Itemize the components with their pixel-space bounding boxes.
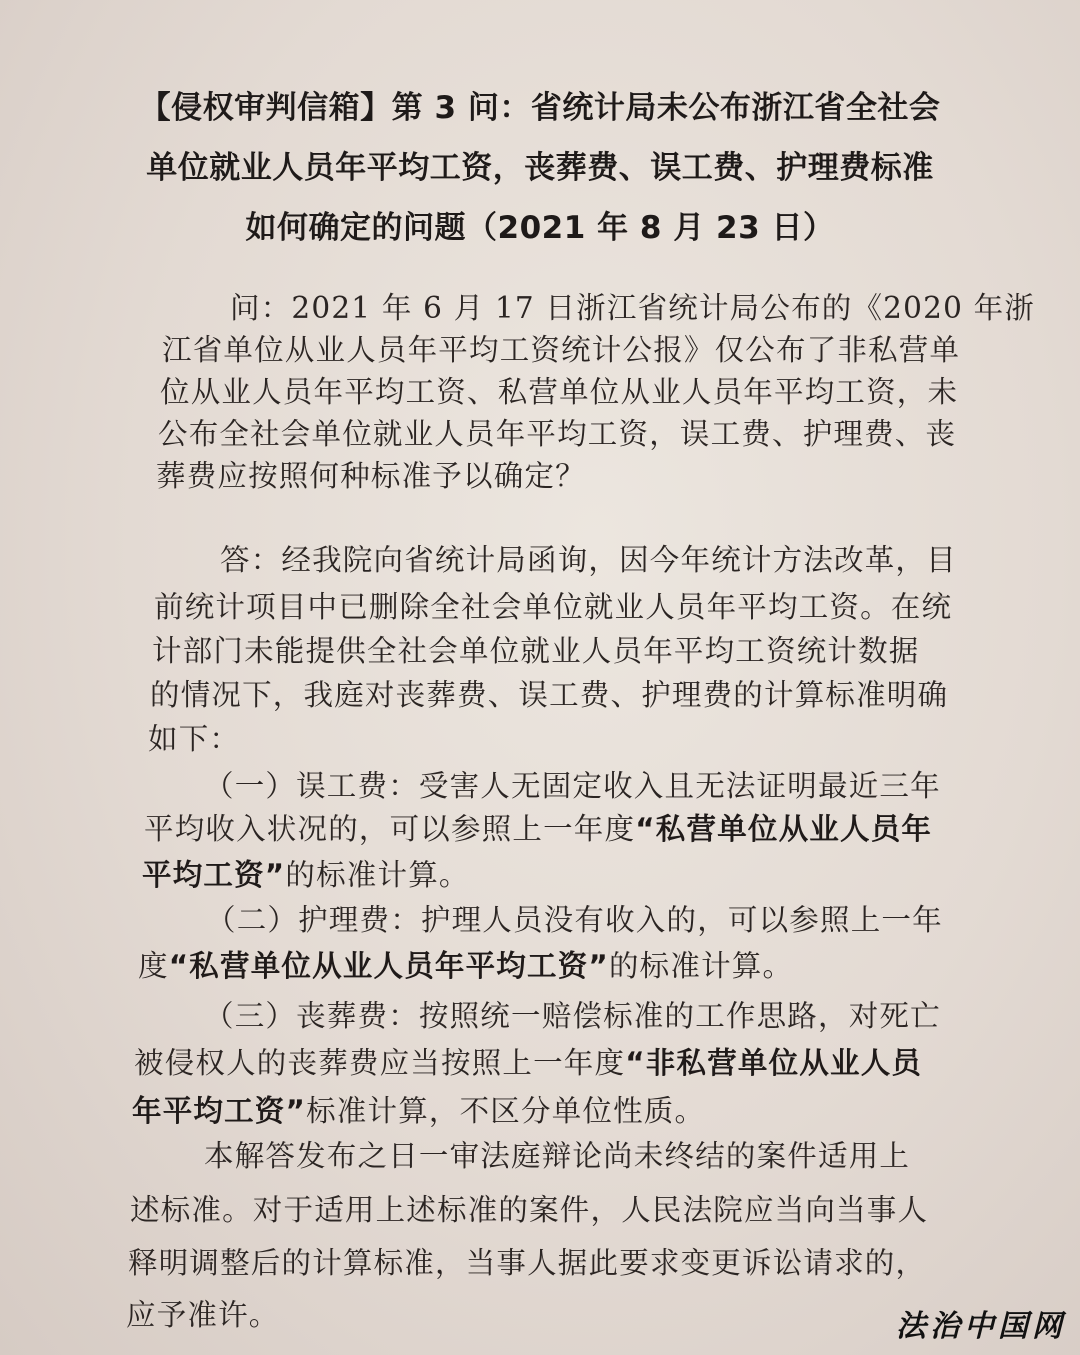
answer-line-3: 计部门未能提供全社会单位就业人员年平均工资统计数据 xyxy=(152,634,920,668)
watermark-logo: 法治中国网 xyxy=(896,1309,1066,1344)
item-1-emphasis: “私营单位从业人员年 xyxy=(635,812,933,846)
question-line-2: 江省单位从业人员年平均工资统计公报》仅公布了非私营单 xyxy=(162,333,961,367)
item-1-line-3 xyxy=(142,852,470,894)
item-3-emphasis-end: 年平均工资” xyxy=(132,1094,307,1128)
item-1-line-2 xyxy=(144,806,932,848)
closing-line-2: 述标准。对于适用上述标准的案件，人民法院应当向当事人 xyxy=(130,1193,929,1227)
answer-line-4: 的情况下，我庭对丧葬费、误工费、护理费的计算标准明确 xyxy=(150,678,949,712)
item-3-line-1: （三）丧葬费：按照统一赔偿标准的工作思路，对死亡 xyxy=(204,999,941,1033)
item-3-line-2 xyxy=(134,1040,922,1082)
item-2-text-end: 的标准计算。 xyxy=(608,949,794,983)
answer-line-5: 如下： xyxy=(148,722,241,756)
item-2-emphasis: “私营单位从业人员年平均工资” xyxy=(168,949,609,983)
document-title-line-2: 单位就业人员年平均工资，丧葬费、误工费、护理费标准 xyxy=(146,150,934,186)
question-line-1: 问：2021 年 6 月 17 日浙江省统计局公布的《2020 年浙 xyxy=(230,291,1036,325)
closing-line-4: 应予准许。 xyxy=(126,1298,280,1332)
closing-line-3: 释明调整后的计算标准，当事人据此要求变更诉讼请求的， xyxy=(128,1246,927,1280)
document-title-line-1: 【侵权审判信箱】第 3 问：省统计局未公布浙江省全社会 xyxy=(139,90,941,126)
item-3-text-end: 标准计算，不区分单位性质。 xyxy=(306,1094,706,1128)
document-title-line-3: 如何确定的问题（2021 年 8 月 23 日） xyxy=(245,210,835,246)
item-1-line-1: （一）误工费：受害人无固定收入且无法证明最近三年 xyxy=(204,769,941,803)
closing-line-1: 本解答发布之日一审法庭辩论尚未终结的案件适用上 xyxy=(204,1139,911,1173)
answer-line-2: 前统计项目中已删除全社会单位就业人员年平均工资。在统 xyxy=(154,590,953,624)
item-2-text: 度 xyxy=(138,949,169,983)
answer-line-1: 答：经我院向省统计局函询，因今年统计方法改革，目 xyxy=(220,543,957,577)
item-1-emphasis-end: 平均工资” xyxy=(142,858,286,892)
item-3-line-3 xyxy=(132,1088,705,1130)
item-1-text: 平均收入状况的，可以参照上一年度 xyxy=(144,812,636,846)
item-3-emphasis: “非私营单位从业人员 xyxy=(625,1046,923,1080)
question-line-5: 葬费应按照何种标准予以确定？ xyxy=(156,459,586,493)
question-line-3: 位从业人员年平均工资、私营单位从业人员年平均工资，未 xyxy=(160,375,959,409)
item-3-text: 被侵权人的丧葬费应当按照上一年度 xyxy=(134,1046,626,1080)
item-2-line-1: （二）护理费：护理人员没有收入的，可以参照上一年 xyxy=(206,903,943,937)
question-line-4: 公布全社会单位就业人员年平均工资，误工费、护理费、丧 xyxy=(158,417,957,451)
item-1-text-end: 的标准计算。 xyxy=(285,858,470,892)
item-2-line-2 xyxy=(138,943,793,985)
